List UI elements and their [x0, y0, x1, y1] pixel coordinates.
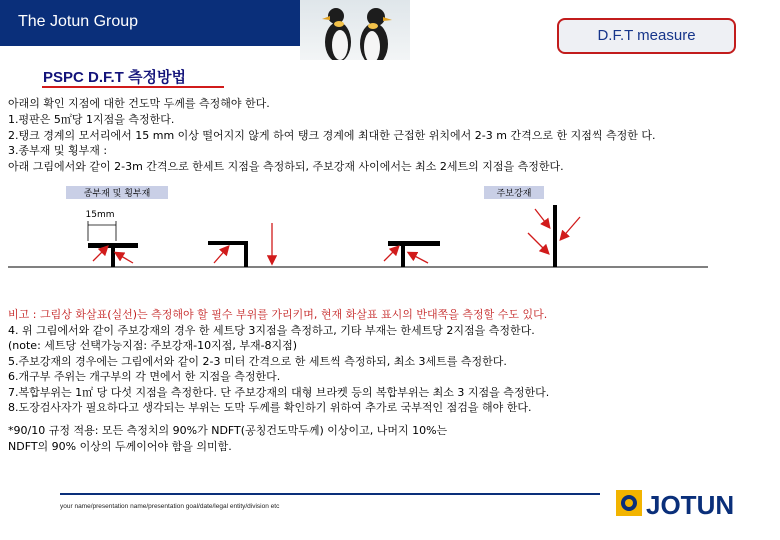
intro-line: 3.종부재 및 횡부재 : [8, 144, 108, 158]
member-1 [88, 221, 138, 267]
section-title: PSPC D.F.T 측정방법 [43, 69, 186, 86]
note-line: 8.도장검사자가 필요하다고 생각되는 부위는 도막 두께를 확인하기 위하여 추가로 국부적인 점검을 해야 한다. [8, 401, 532, 414]
topic-box [557, 18, 736, 54]
jotun-logo [612, 480, 772, 524]
note-line: 7.복합부위는 1㎡ 당 다섯 지점을 측정한다. 단 주보강재의 대형 브라켓 등의 복합부위는 최소 3 지점을 측정한다. [8, 385, 550, 399]
footer-text: your name/presentation name/presentation goal/date/legal entity/division etc [60, 503, 280, 510]
footnote-line: *90/10 규정 적용: 모든 측정치의 90%가 NDFT(공칭건도막두께) 이상이고, 나머지 10%는 [8, 424, 448, 437]
logo-text: JOTUN [646, 490, 735, 520]
note-line: 5.주보강재의 경우에는 그림에서와 같이 2-3 미터 간격으로 한 세트씩 측정하되, 최소 3세트를 측정한다. [8, 354, 507, 368]
intro-line: 2.탱크 경계의 모서리에서 15 mm 이상 떨어지지 않게 하여 탱크 경계에 최대한 근접한 위치에서 2-3 m 간격으로 한 지점씩 측정한 다. [8, 128, 656, 142]
footnote-line: NDFT의 90% 이상의 두께이어야 함을 의미함. [8, 440, 232, 453]
topic-label: D.F.T measure [597, 27, 696, 44]
intro-line: 아래 그림에서와 같이 2-3m 간격으로 한세트 지점을 측정하되, 주보강재 사이에서는 최소 2세트의 지점을 측정한다. [8, 160, 564, 174]
penguin-image [300, 0, 410, 60]
intro-line: 아래의 확인 지점에 대한 건도막 두께를 측정해야 한다. [8, 97, 270, 110]
notes-text [8, 307, 770, 416]
note-line: 6.개구부 주위는 개구부의 각 면에서 한 지점을 측정한다. [8, 370, 281, 383]
dimension-label: 15mm [85, 210, 115, 220]
remark-line: 비고 : 그림상 화살표(실선)는 측정해야 할 필수 부위를 가리키며, 현재 화살표 표시의 반대쪽을 측정할 수도 있다. [8, 308, 548, 321]
note-line: (note: 세트당 선택가능지점: 주보강재-10지점, 부재-8지점) [8, 339, 298, 352]
footer-divider [60, 493, 600, 495]
member-3 [384, 241, 440, 267]
note-line: 4. 위 그림에서와 같이 주보강재의 경우 한 세트당 3지점을 측정하고, 기타 부재는 한세트당 2지점을 측정한다. [8, 323, 535, 337]
member-4 [528, 205, 580, 267]
member-2 [208, 223, 272, 267]
header-bar [0, 0, 300, 46]
intro-line: 1.평판은 5㎡당 1지점을 측정한다. [8, 112, 175, 126]
diagram-label-right: 주보강재 [496, 189, 532, 199]
diagram-label-left: 종부재 및 횡부재 [83, 189, 151, 199]
company-name: The Jotun Group [18, 13, 139, 30]
intro-text [8, 96, 770, 175]
measurement-diagram [8, 183, 770, 301]
penguin-right [360, 8, 392, 60]
penguin-left [322, 8, 351, 60]
title-underline [42, 86, 224, 88]
footnote [8, 423, 568, 455]
